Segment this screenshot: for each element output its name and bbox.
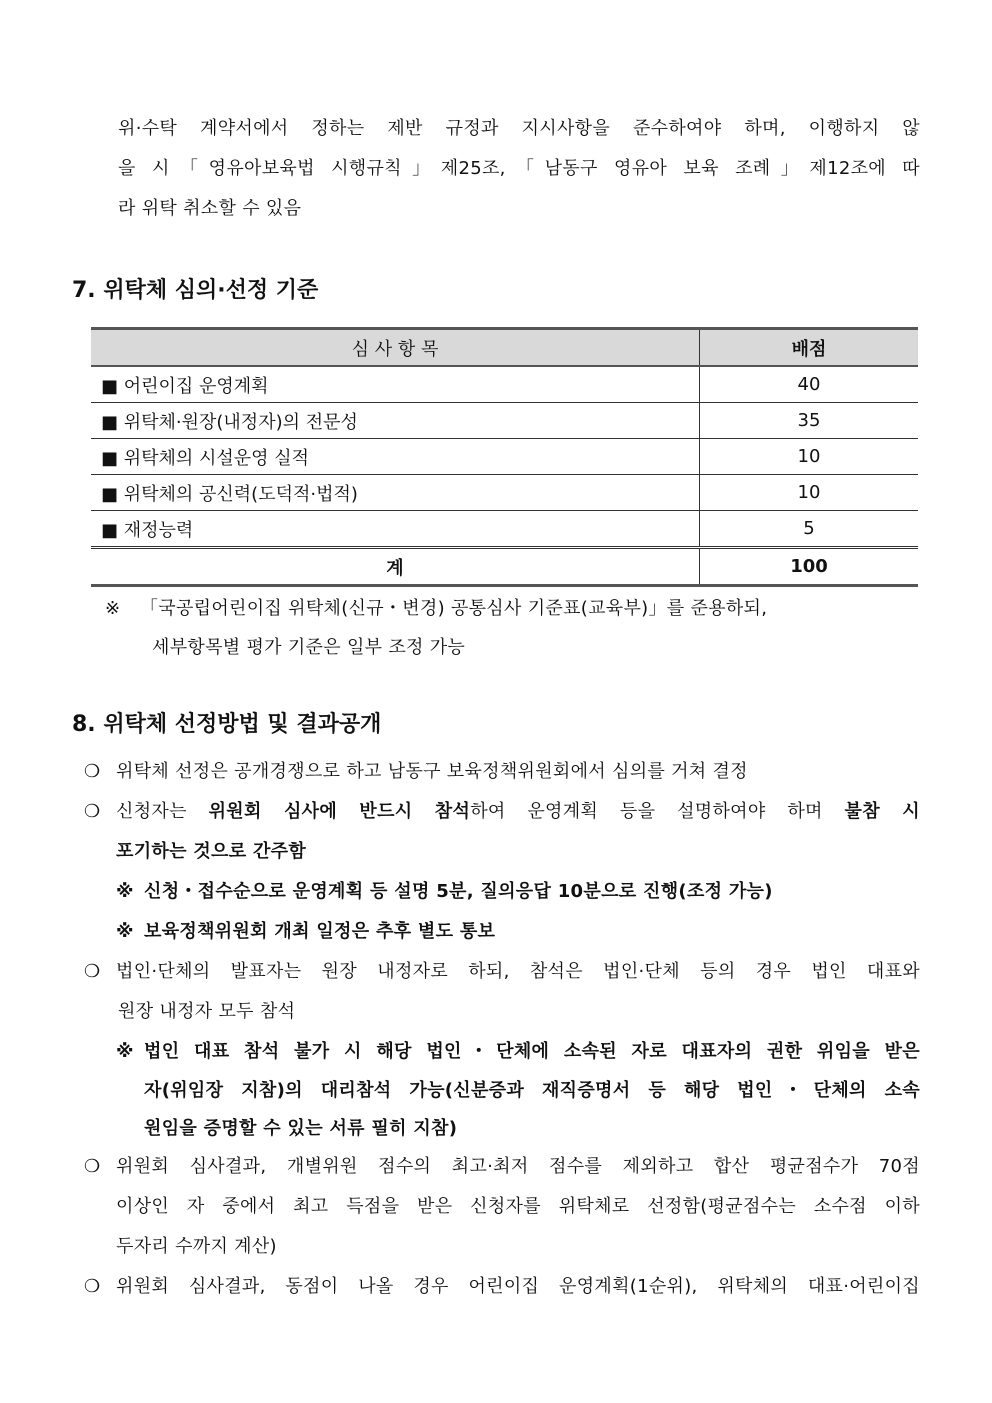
ref-text: 신청・접수순으로 운영계획 등 설명 5분, 질의응답 10분으로 진행(조정 가능) (144, 881, 773, 902)
ref-text: 자(위임장 지참)의 대리참석 가능(신분증과 재직증명서 등 해당 법인・단체의 소속 (144, 1080, 920, 1101)
row-item: ■ 위탁체의 시설운영 실적 (91, 439, 700, 475)
total-row (91, 548, 918, 586)
bullet-text: 위원회 심사결과, 동점이 나올 경우 어린이집 운영계획(1순위), 위탁체의 대표·어린이집 (116, 1276, 920, 1297)
bullet-text: 법인·단체의 발표자는 원장 내정자로 하되, 참석은 법인·단체 등의 경우 법인 대표와 (116, 961, 920, 982)
intro-line: 을 시「영유아보육법 시행규칙」제25조,「남동구 영유아 보육 조례」제12조에 따 (118, 158, 920, 179)
table-row (91, 439, 918, 475)
bullet-icon: ❍ (84, 1156, 101, 1177)
bullet-icon: ❍ (84, 801, 101, 822)
row-score: 10 (700, 475, 919, 511)
row-item: ■ 위탁체·원장(내정자)의 전문성 (91, 403, 700, 439)
intro-line: 위·수탁 계약서에서 정하는 제반 규정과 지시사항을 준수하여야 하며, 이행하지 않 (118, 118, 920, 139)
section-8-heading: 8. 위탁체 선정방법 및 결과공개 (72, 712, 382, 737)
total-label: 계 (91, 548, 700, 586)
table-header (91, 329, 918, 367)
bullet-text: 신청자는 위원회 심사에 반드시 참석하여 운영계획 등을 설명하여야 하며 불참 시 (116, 801, 920, 822)
total-score: 100 (700, 548, 919, 586)
bullet-text: 위탁체 선정은 공개경쟁으로 하고 남동구 보육정책위원회에서 심의를 거쳐 결정 (116, 761, 748, 782)
table-row (91, 366, 918, 403)
intro-line: 라 위탁 취소할 수 있음 (118, 198, 302, 219)
row-item: ■ 재정능력 (91, 511, 700, 548)
note-mark: ※ (105, 598, 121, 619)
bullet-text: 이상인 자 중에서 최고 득점을 받은 신청자를 위탁체로 선정함(평균점수는 소수점 이하 (116, 1196, 920, 1217)
table-row (91, 475, 918, 511)
table-row (91, 511, 918, 548)
ref-text: 보육정책위원회 개최 일정은 추후 별도 통보 (144, 921, 496, 942)
bullet-icon: ❍ (84, 961, 101, 982)
section-7-heading: 7. 위탁체 심의·선정 기준 (72, 278, 319, 303)
bullet-icon: ❍ (84, 761, 101, 782)
ref-text: 원임을 증명할 수 있는 서류 필히 지참) (144, 1118, 458, 1139)
ref-mark: ※ (116, 881, 134, 902)
bullet-text: 두자리 수까지 계산) (116, 1236, 277, 1257)
bullet-text: 위원회 심사결과, 개별위원 점수의 최고·최저 점수를 제외하고 합산 평균점수가 70점 (116, 1156, 920, 1177)
header-item: 심 사 항 목 (91, 329, 700, 367)
table-row (91, 403, 918, 439)
bullet-icon: ❍ (84, 1276, 101, 1297)
bullet-text: 원장 내정자 모두 참석 (118, 1001, 296, 1022)
bullet-text: 포기하는 것으로 간주함 (116, 841, 307, 862)
note-line: 세부항목별 평가 기준은 일부 조정 가능 (152, 637, 466, 658)
row-score: 10 (700, 439, 919, 475)
row-item: ■ 위탁체의 공신력(도덕적·법적) (91, 475, 700, 511)
note-line: 「국공립어린이집 위탁체(신규・변경) 공통심사 기준표(교육부)」를 준용하되, (140, 598, 768, 619)
row-score: 5 (700, 511, 919, 548)
row-score: 40 (700, 366, 919, 403)
criteria-table (91, 327, 918, 587)
row-score: 35 (700, 403, 919, 439)
header-score: 배점 (700, 329, 919, 367)
ref-mark: ※ (116, 1041, 134, 1062)
ref-text: 법인 대표 참석 불가 시 해당 법인・단체에 소속된 자로 대표자의 권한 위임을 받은 (144, 1041, 920, 1062)
ref-mark: ※ (116, 921, 134, 942)
row-item: ■ 어린이집 운영계획 (91, 366, 700, 403)
